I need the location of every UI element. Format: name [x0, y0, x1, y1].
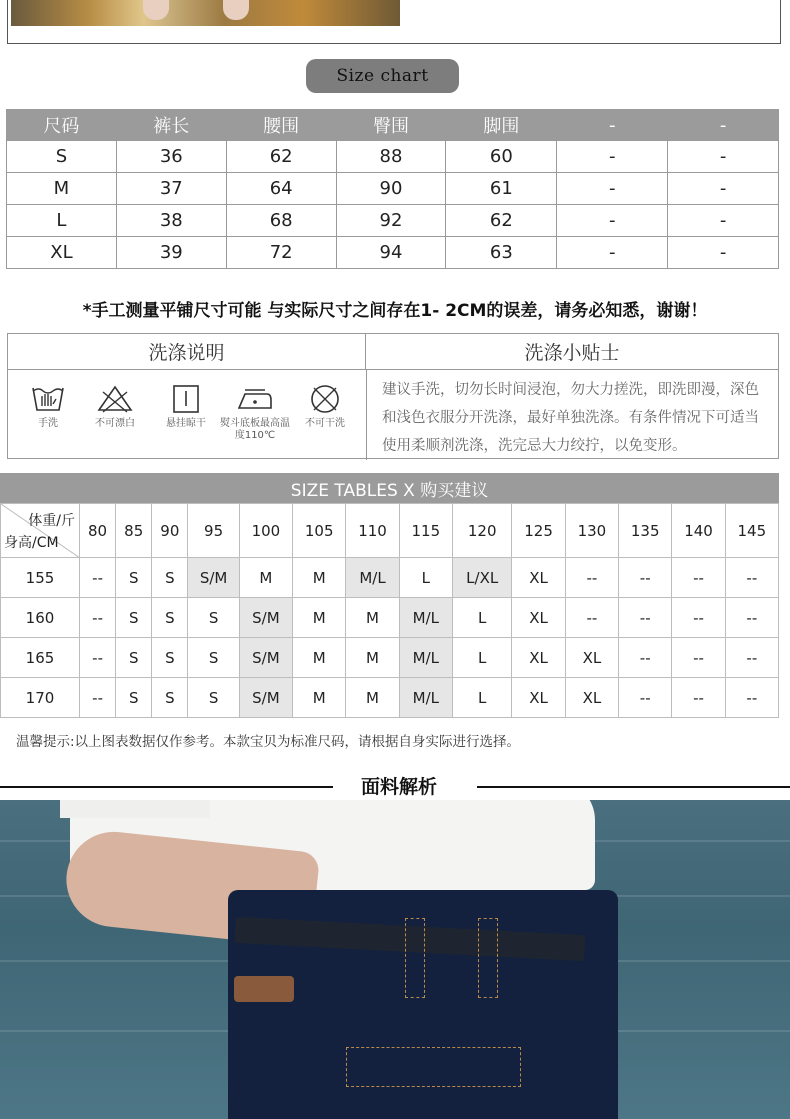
model-leg — [143, 0, 169, 20]
table-row — [1, 558, 779, 598]
size-cell: -- — [80, 558, 116, 598]
care-item — [80, 384, 150, 430]
table-cell: 62 — [446, 205, 557, 237]
care-caption: 不可干洗 — [305, 418, 345, 429]
belt-end — [234, 976, 294, 1002]
size-cell: S — [152, 638, 188, 678]
table-row — [7, 141, 779, 173]
weight-header-row — [1, 504, 779, 558]
iron-110-icon — [235, 384, 275, 414]
size-cell: M — [239, 558, 292, 598]
care-caption: 不可漂白 — [95, 418, 135, 429]
divider — [0, 786, 333, 788]
care-item — [13, 384, 83, 430]
size-cell: S — [152, 678, 188, 718]
table-cell: 92 — [336, 205, 446, 237]
size-cell: XL — [565, 678, 618, 718]
top-photo-frame — [7, 0, 781, 44]
table-cell: - — [557, 205, 668, 237]
pocket-stitching — [346, 1047, 521, 1087]
shirt-sleeve — [60, 800, 210, 818]
washing-section — [7, 333, 779, 459]
table-row — [7, 173, 779, 205]
height-cell: 170 — [1, 678, 80, 718]
size-cell: -- — [565, 598, 618, 638]
weight-cell: 125 — [512, 504, 565, 558]
weight-cell: 130 — [565, 504, 618, 558]
size-cell: -- — [725, 638, 778, 678]
table-cell: - — [557, 237, 668, 269]
no-bleach-icon — [97, 384, 133, 414]
weight-cell: 145 — [725, 504, 778, 558]
washing-tips-title: 洗涤小贴士 — [366, 334, 778, 370]
size-cell: S/M — [239, 638, 292, 678]
weight-cell: 80 — [80, 504, 116, 558]
size-cell: L — [452, 638, 511, 678]
corner-cell — [1, 504, 80, 558]
size-cell: S — [116, 558, 152, 598]
care-item — [151, 384, 221, 430]
size-cell: -- — [80, 598, 116, 638]
weight-cell: 85 — [116, 504, 152, 558]
fabric-detail-photo — [0, 800, 790, 1119]
hang-dry-icon — [168, 384, 204, 414]
table-cell: 63 — [446, 237, 557, 269]
size-cell: -- — [672, 558, 725, 598]
size-cell: -- — [619, 558, 672, 598]
size-cell: M/L — [346, 558, 399, 598]
care-caption: 熨斗底板最高温度110℃ — [220, 418, 290, 441]
size-cell: -- — [619, 678, 672, 718]
reference-note: 温馨提示:以上图表数据仅作参考。本款宝贝为标准尺码，请根据自身实际进行选择。 — [16, 734, 521, 750]
care-icons — [8, 370, 366, 460]
size-table — [6, 109, 779, 269]
size-cell: M/L — [399, 598, 452, 638]
size-cell: M/L — [399, 678, 452, 718]
table-cell: - — [557, 141, 668, 173]
header-cell: - — [668, 110, 779, 141]
table-cell: - — [668, 173, 779, 205]
size-cell: -- — [672, 598, 725, 638]
table-cell: 62 — [226, 141, 336, 173]
weight-axis-label: 体重/斤 — [28, 513, 75, 529]
weight-cell: 120 — [452, 504, 511, 558]
size-cell: S — [116, 638, 152, 678]
size-cell: -- — [725, 558, 778, 598]
purchase-advice-table — [0, 503, 779, 718]
size-cell: M — [346, 598, 399, 638]
weight-cell: 100 — [239, 504, 292, 558]
fabric-section-title: 面料解析 — [360, 776, 437, 798]
height-cell: 155 — [1, 558, 80, 598]
header-cell: - — [557, 110, 668, 141]
size-cell: XL — [512, 638, 565, 678]
table-cell: - — [668, 237, 779, 269]
header-cell: 脚围 — [446, 110, 557, 141]
size-tables-title: SIZE TABLES X 购买建议 — [0, 473, 779, 503]
table-row — [7, 205, 779, 237]
table-row — [1, 678, 779, 718]
size-cell: XL — [512, 598, 565, 638]
weight-cell: 90 — [152, 504, 188, 558]
model-leg — [223, 0, 249, 20]
table-cell: 94 — [336, 237, 446, 269]
size-cell: S/M — [239, 678, 292, 718]
size-cell: S — [152, 598, 188, 638]
weight-cell: 105 — [293, 504, 346, 558]
size-cell: XL — [565, 638, 618, 678]
height-cell: 160 — [1, 598, 80, 638]
table-cell: 90 — [336, 173, 446, 205]
table-row — [1, 638, 779, 678]
belt-loop-stitching — [478, 918, 498, 998]
size-cell: S/M — [239, 598, 292, 638]
size-cell: S — [188, 638, 239, 678]
measurement-note: *手工测量平铺尺寸可能 与实际尺寸之间存在1- 2CM的误差，请务必知悉，谢谢！ — [82, 301, 708, 321]
table-cell: 37 — [116, 173, 226, 205]
size-cell: L — [452, 678, 511, 718]
size-cell: S — [188, 678, 239, 718]
table-cell: 38 — [116, 205, 226, 237]
weight-cell: 95 — [188, 504, 239, 558]
table-cell: 72 — [226, 237, 336, 269]
size-cell: M — [293, 638, 346, 678]
size-cell: S — [188, 598, 239, 638]
size-cell: -- — [725, 598, 778, 638]
product-photo-top — [11, 0, 400, 26]
no-dry-clean-icon — [307, 384, 343, 414]
weight-cell: 135 — [619, 504, 672, 558]
purchase-advice-body — [1, 558, 779, 718]
size-cell: -- — [672, 638, 725, 678]
header-cell: 尺码 — [7, 110, 117, 141]
weight-cell: 115 — [399, 504, 452, 558]
size-cell: XL — [512, 678, 565, 718]
table-cell: - — [668, 141, 779, 173]
table-cell: L — [7, 205, 117, 237]
table-cell: 60 — [446, 141, 557, 173]
size-cell: -- — [565, 558, 618, 598]
care-caption: 悬挂晾干 — [166, 418, 206, 429]
size-cell: M — [293, 558, 346, 598]
hand-wash-icon — [30, 384, 66, 414]
size-cell: -- — [725, 678, 778, 718]
care-item — [220, 384, 290, 442]
size-cell: -- — [80, 638, 116, 678]
table-cell: 36 — [116, 141, 226, 173]
size-cell: S — [116, 678, 152, 718]
care-item — [290, 384, 360, 430]
table-cell: 61 — [446, 173, 557, 205]
divider — [477, 786, 790, 788]
size-cell: S — [116, 598, 152, 638]
size-cell: L/XL — [452, 558, 511, 598]
size-cell: XL — [512, 558, 565, 598]
size-cell: M — [293, 678, 346, 718]
size-cell: M/L — [399, 638, 452, 678]
height-axis-label: 身高/CM — [4, 535, 59, 551]
size-cell: -- — [619, 598, 672, 638]
weight-cell: 110 — [346, 504, 399, 558]
table-cell: 64 — [226, 173, 336, 205]
washing-instructions-title: 洗涤说明 — [8, 334, 366, 370]
belt-loop-stitching — [405, 918, 425, 998]
size-cell: M — [346, 678, 399, 718]
size-cell: S — [152, 558, 188, 598]
table-row — [1, 598, 779, 638]
size-cell: M — [293, 598, 346, 638]
table-cell: 68 — [226, 205, 336, 237]
table-cell: 88 — [336, 141, 446, 173]
header-cell: 臀围 — [336, 110, 446, 141]
table-cell: XL — [7, 237, 117, 269]
table-cell: - — [668, 205, 779, 237]
header-cell: 腰围 — [226, 110, 336, 141]
care-caption: 手洗 — [38, 418, 58, 429]
size-cell: M — [346, 638, 399, 678]
table-cell: M — [7, 173, 117, 205]
size-cell: -- — [80, 678, 116, 718]
size-cell: L — [399, 558, 452, 598]
divider — [366, 370, 367, 460]
table-cell: S — [7, 141, 117, 173]
size-cell: -- — [672, 678, 725, 718]
washing-tips-text: 建议手洗，切勿长时间浸泡，勿大力搓洗，即洗即漫，深色和浅色衣服分开洗涤，最好单独洗涤。有条件情况下可适当使用柔顺剂洗涤，洗完忌大力绞拧，以免变形。 — [382, 382, 759, 454]
weight-cell: 140 — [672, 504, 725, 558]
table-row — [7, 237, 779, 269]
table-cell: - — [557, 173, 668, 205]
height-cell: 165 — [1, 638, 80, 678]
size-table-header — [7, 110, 779, 141]
table-cell: 39 — [116, 237, 226, 269]
size-cell: -- — [619, 638, 672, 678]
size-cell: S/M — [188, 558, 239, 598]
header-cell: 裤长 — [116, 110, 226, 141]
size-chart-label: Size chart — [306, 59, 459, 93]
size-cell: L — [452, 598, 511, 638]
